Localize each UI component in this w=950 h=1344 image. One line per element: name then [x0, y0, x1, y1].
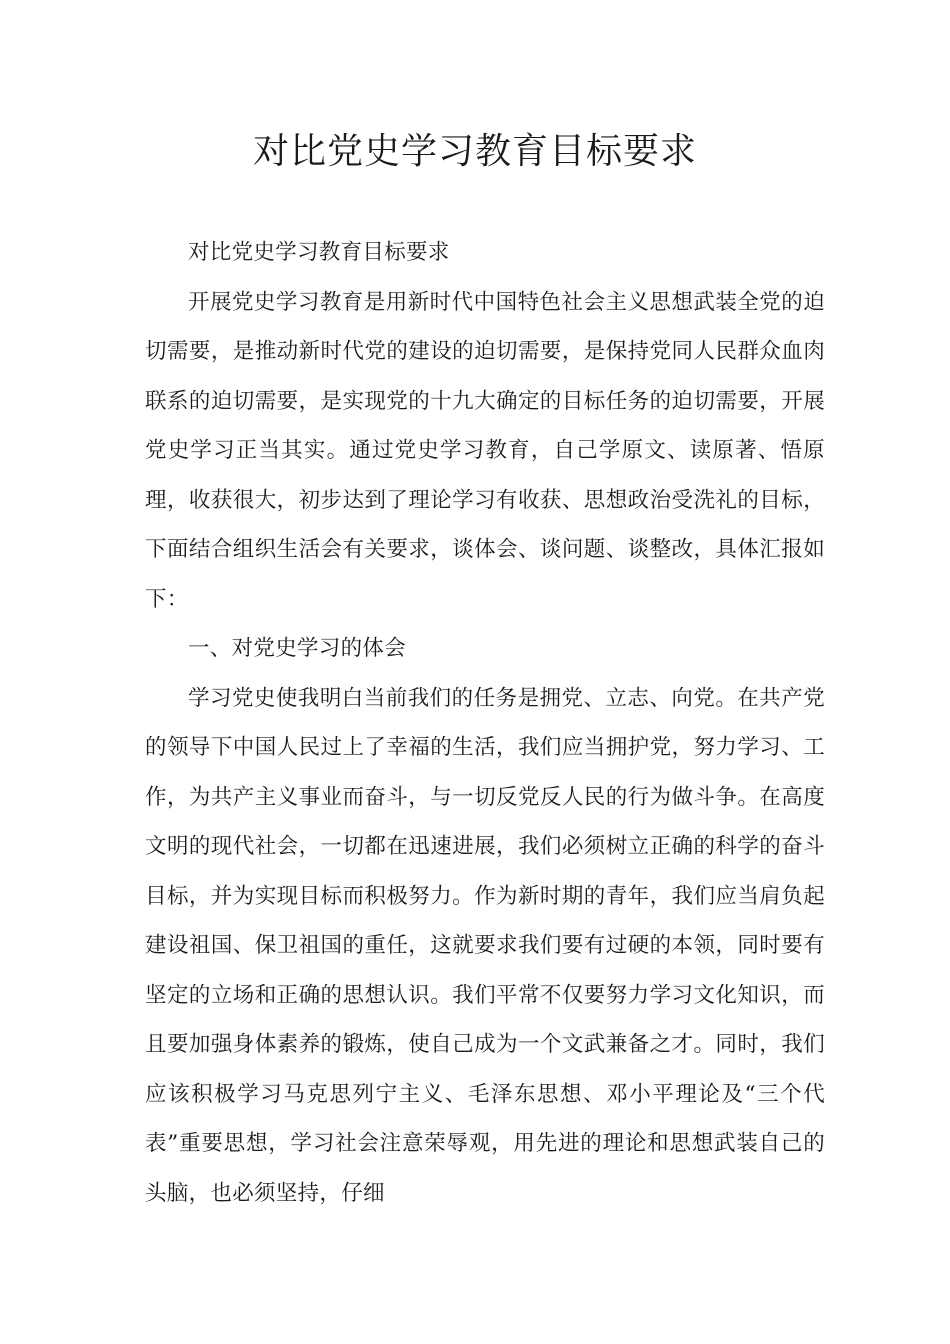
document-title: 对比党史学习教育目标要求 [252, 131, 697, 172]
body-paragraph-experience: 学习党史使我明白当前我们的任务是拥党、立志、向党。在共产党的领导下中国人民过上了幸福的生活，我们应当拥护党，努力学习、工作，为共产主义事业而奋斗，与一切反党反人民的行为做斗争。在高度文明的现代社会，一切都在迅速进展，我们必须树立正确的科学的奋斗目标，并为实现目标而积极努力。作为新时期的青年，我们应当肩负起建设祖国、保卫祖国的重任，这就要求我们要有过硬的本领，同时要有坚定的立场和正确的思想认识。我们平常不仅要努力学习文化知识，而且要加强身体素养的锻炼，使自己成为一个文武兼备之才。同时，我们应该积极学习马克思列宁主义、毛泽东思想、邓小平理论及“三个代表”重要思想，学习社会注意荣辱观，用先进的理论和思想武装自己的头脑，也必须坚持，仔细 [145, 685, 825, 1206]
body-paragraph-subtitle: 对比党史学习教育目标要求 [188, 240, 450, 265]
section-heading: 一、对党史学习的体会 [188, 636, 407, 661]
document-body [145, 228, 825, 1218]
body-paragraph-intro: 开展党史学习教育是用新时代中国特色社会主义思想武装全党的迫切需要，是推动新时代党的建设的迫切需要，是保持党同人民群众血肉联系的迫切需要，是实现党的十九大确定的目标任务的迫切需要，开展党史学习正当其实。通过党史学习教育，自己学原文、读原著、悟原理，收获很大，初步达到了理论学习有收获、思想政治受洗礼的目标，下面结合组织生活会有关要求，谈体会、谈问题、谈整改，具体汇报如下： [145, 289, 825, 612]
